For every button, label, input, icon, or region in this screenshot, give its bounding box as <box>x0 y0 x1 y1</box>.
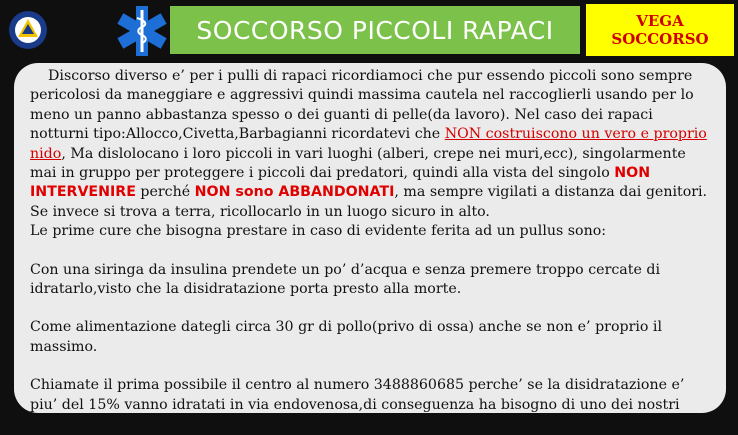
paragraph-feeding: Come alimentazione dategli circa 30 gr di pollo(privo di ossa) anche se non e’ proprio il massimo. <box>30 319 663 355</box>
intro-text-d: , ma sempre vigilati a distanza dai genitori. Se invece si trova a terra, ricollocarlo in un luogo sicuro in alto. <box>30 184 708 220</box>
page-title: SOCCORSO PICCOLI RAPACI <box>196 15 554 45</box>
title-banner <box>170 6 580 54</box>
intro-text-b: , Ma dislolocano i loro piccoli in vari luoghi (alberi, crepe nei muri,ecc), singolarmente mai in gruppo per proteggere i piccoli dai predatori, quindi alla vista del singolo <box>30 145 686 182</box>
paragraph-contact: Chiamate il prima possibile il centro al numero 3488860685 perche’ se la disidratazione e’ piu’ del 15% vanno idratati in via endovenosa,di conseguenza ha bisogno di uno dei nostri veterinari,cosi’ facendo potete salvare loro la vita. <box>30 377 685 433</box>
intro-text-a: Discorso diverso e’ per i pulli di rapaci ricordiamoci che pur essendo piccoli sono sempre pericolosi da maneggiare e aggressivi quindi massima cautela nel raccoglierli usando per lo meno un panno abbastanza spesso o dei guanti di pelle(da lavoro). Nel caso dei rapaci notturni tipo:Allocco,Civetta,Barbagianni ricordatevi che <box>30 68 694 143</box>
paragraph-first-aid: Le prime cure che bisogna prestare in caso di evidente ferita ad un pullus sono: <box>30 223 607 240</box>
paragraph-intro <box>30 67 714 222</box>
paragraph-hydration: Con una siringa da insulina prendete un po’ d’acqua e senza premere troppo cercate di idratarlo,visto che la disidratazione porta presto alla morte. <box>30 261 660 298</box>
nest-warning-link[interactable]: NON costruiscono un vero e proprio nido <box>30 126 707 162</box>
header <box>0 0 738 60</box>
civil-protection-logo-icon <box>8 4 48 56</box>
not-abandoned-warning: NON sono ABBANDONATI <box>194 184 395 201</box>
info-panel <box>14 63 726 433</box>
intro-text-c: perché <box>135 184 195 201</box>
vega-soccorso-badge <box>586 4 734 56</box>
do-not-intervene-warning: NON INTERVENIRE <box>30 165 651 201</box>
badge-line-2: SOCCORSO <box>611 30 709 48</box>
badge-line-1: VEGA <box>636 12 684 30</box>
star-of-life-icon <box>112 4 172 58</box>
